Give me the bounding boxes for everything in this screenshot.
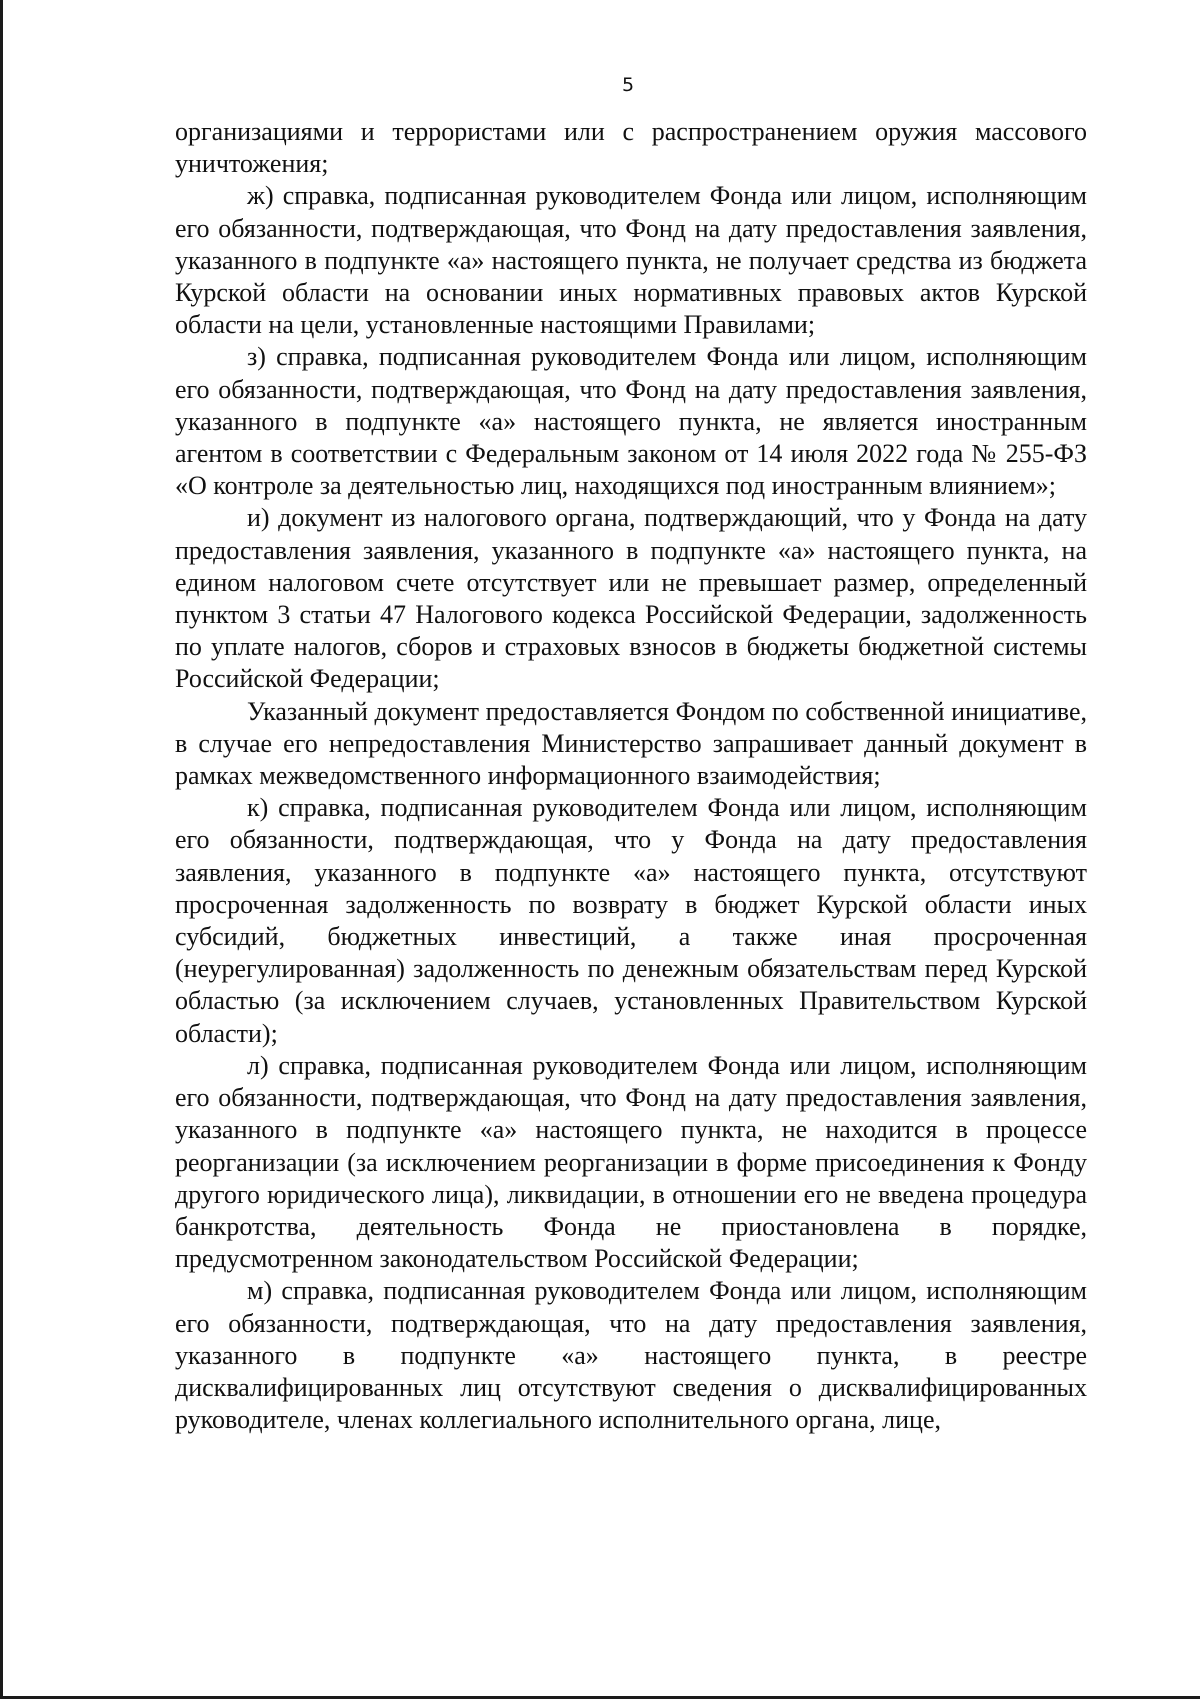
paragraph-item-k: к) справка, подписанная руководителем Фонда или лицом, исполняющим его обязанности, подтверждающая, что у Фонда на дату предоставления заявления, указанного в подпункте «а» настоящего пункта, отсутствуют просроченная задолженность по возврату в бюджет Курской области иных субсидий, бюджетных инвестиций, а также иная просроченная (неурегулированная) задолженность по денежным обязательствам перед Курской областью (за исключением случаев, установленных Правительством Курской области);: [175, 793, 1087, 1048]
page-number: 5: [621, 74, 635, 96]
document-body: [175, 116, 1087, 1436]
paragraph-note: Указанный документ предоставляется Фондом по собственной инициативе, в случае его непредоставления Министерство запрашивает данный документ в рамках межведомственного информационного взаимодействия;: [175, 696, 1087, 791]
paragraph-item-i: и) документ из налогового органа, подтверждающий, что у Фонда на дату предоставления заявления, указанного в подпункте «а» настоящего пункта, на едином налоговом счете отсутствует или не превышает размер, определенный пунктом 3 статьи 47 Налогового кодекса Российской Федерации, задолженность по уплате налогов, сборов и страховых взносов в бюджеты бюджетной системы Российской Федерации;: [175, 503, 1087, 694]
paragraph-item-m: м) справка, подписанная руководителем Фонда или лицом, исполняющим его обязанности, подтверждающая, что на дату предоставления заявления, указанного в подпункте «а» настоящего пункта, в реестре дисквалифицированных лиц отсутствуют сведения о дисквалифицированных руководителе, членах коллегиального исполнительного органа, лице,: [175, 1276, 1087, 1435]
paragraph-item-zh: ж) справка, подписанная руководителем Фонда или лицом, исполняющим его обязанности, подтверждающая, что Фонд на дату предоставления заявления, указанного в подпункте «а» настоящего пункта, не получает средства из бюджета Курской области на основании иных нормативных правовых актов Курской области на цели, установленные настоящими Правилами;: [175, 181, 1087, 340]
paragraph-item-z: з) справка, подписанная руководителем Фонда или лицом, исполняющим его обязанности, подтверждающая, что Фонд на дату предоставления заявления, указанного в подпункте «а» настоящего пункта, не является иностранным агентом в соответствии с Федеральным законом от 14 июля 2022 года № 255-ФЗ «О контроле за деятельностью лиц, находящихся под иностранным влиянием»;: [175, 342, 1087, 501]
paragraph-item-l: л) справка, подписанная руководителем Фонда или лицом, исполняющим его обязанности, подтверждающая, что Фонд на дату предоставления заявления, указанного в подпункте «а» настоящего пункта, не находится в процессе реорганизации (за исключением реорганизации в форме присоединения к Фонду другого юридического лица), ликвидации, в отношении его не введена процедура банкротства, деятельность Фонда не приостановлена в порядке, предусмотренном законодательством Российской Федерации;: [175, 1050, 1087, 1274]
paragraph-continuation: организациями и террористами или с распространением оружия массового уничтожения;: [175, 117, 1087, 179]
